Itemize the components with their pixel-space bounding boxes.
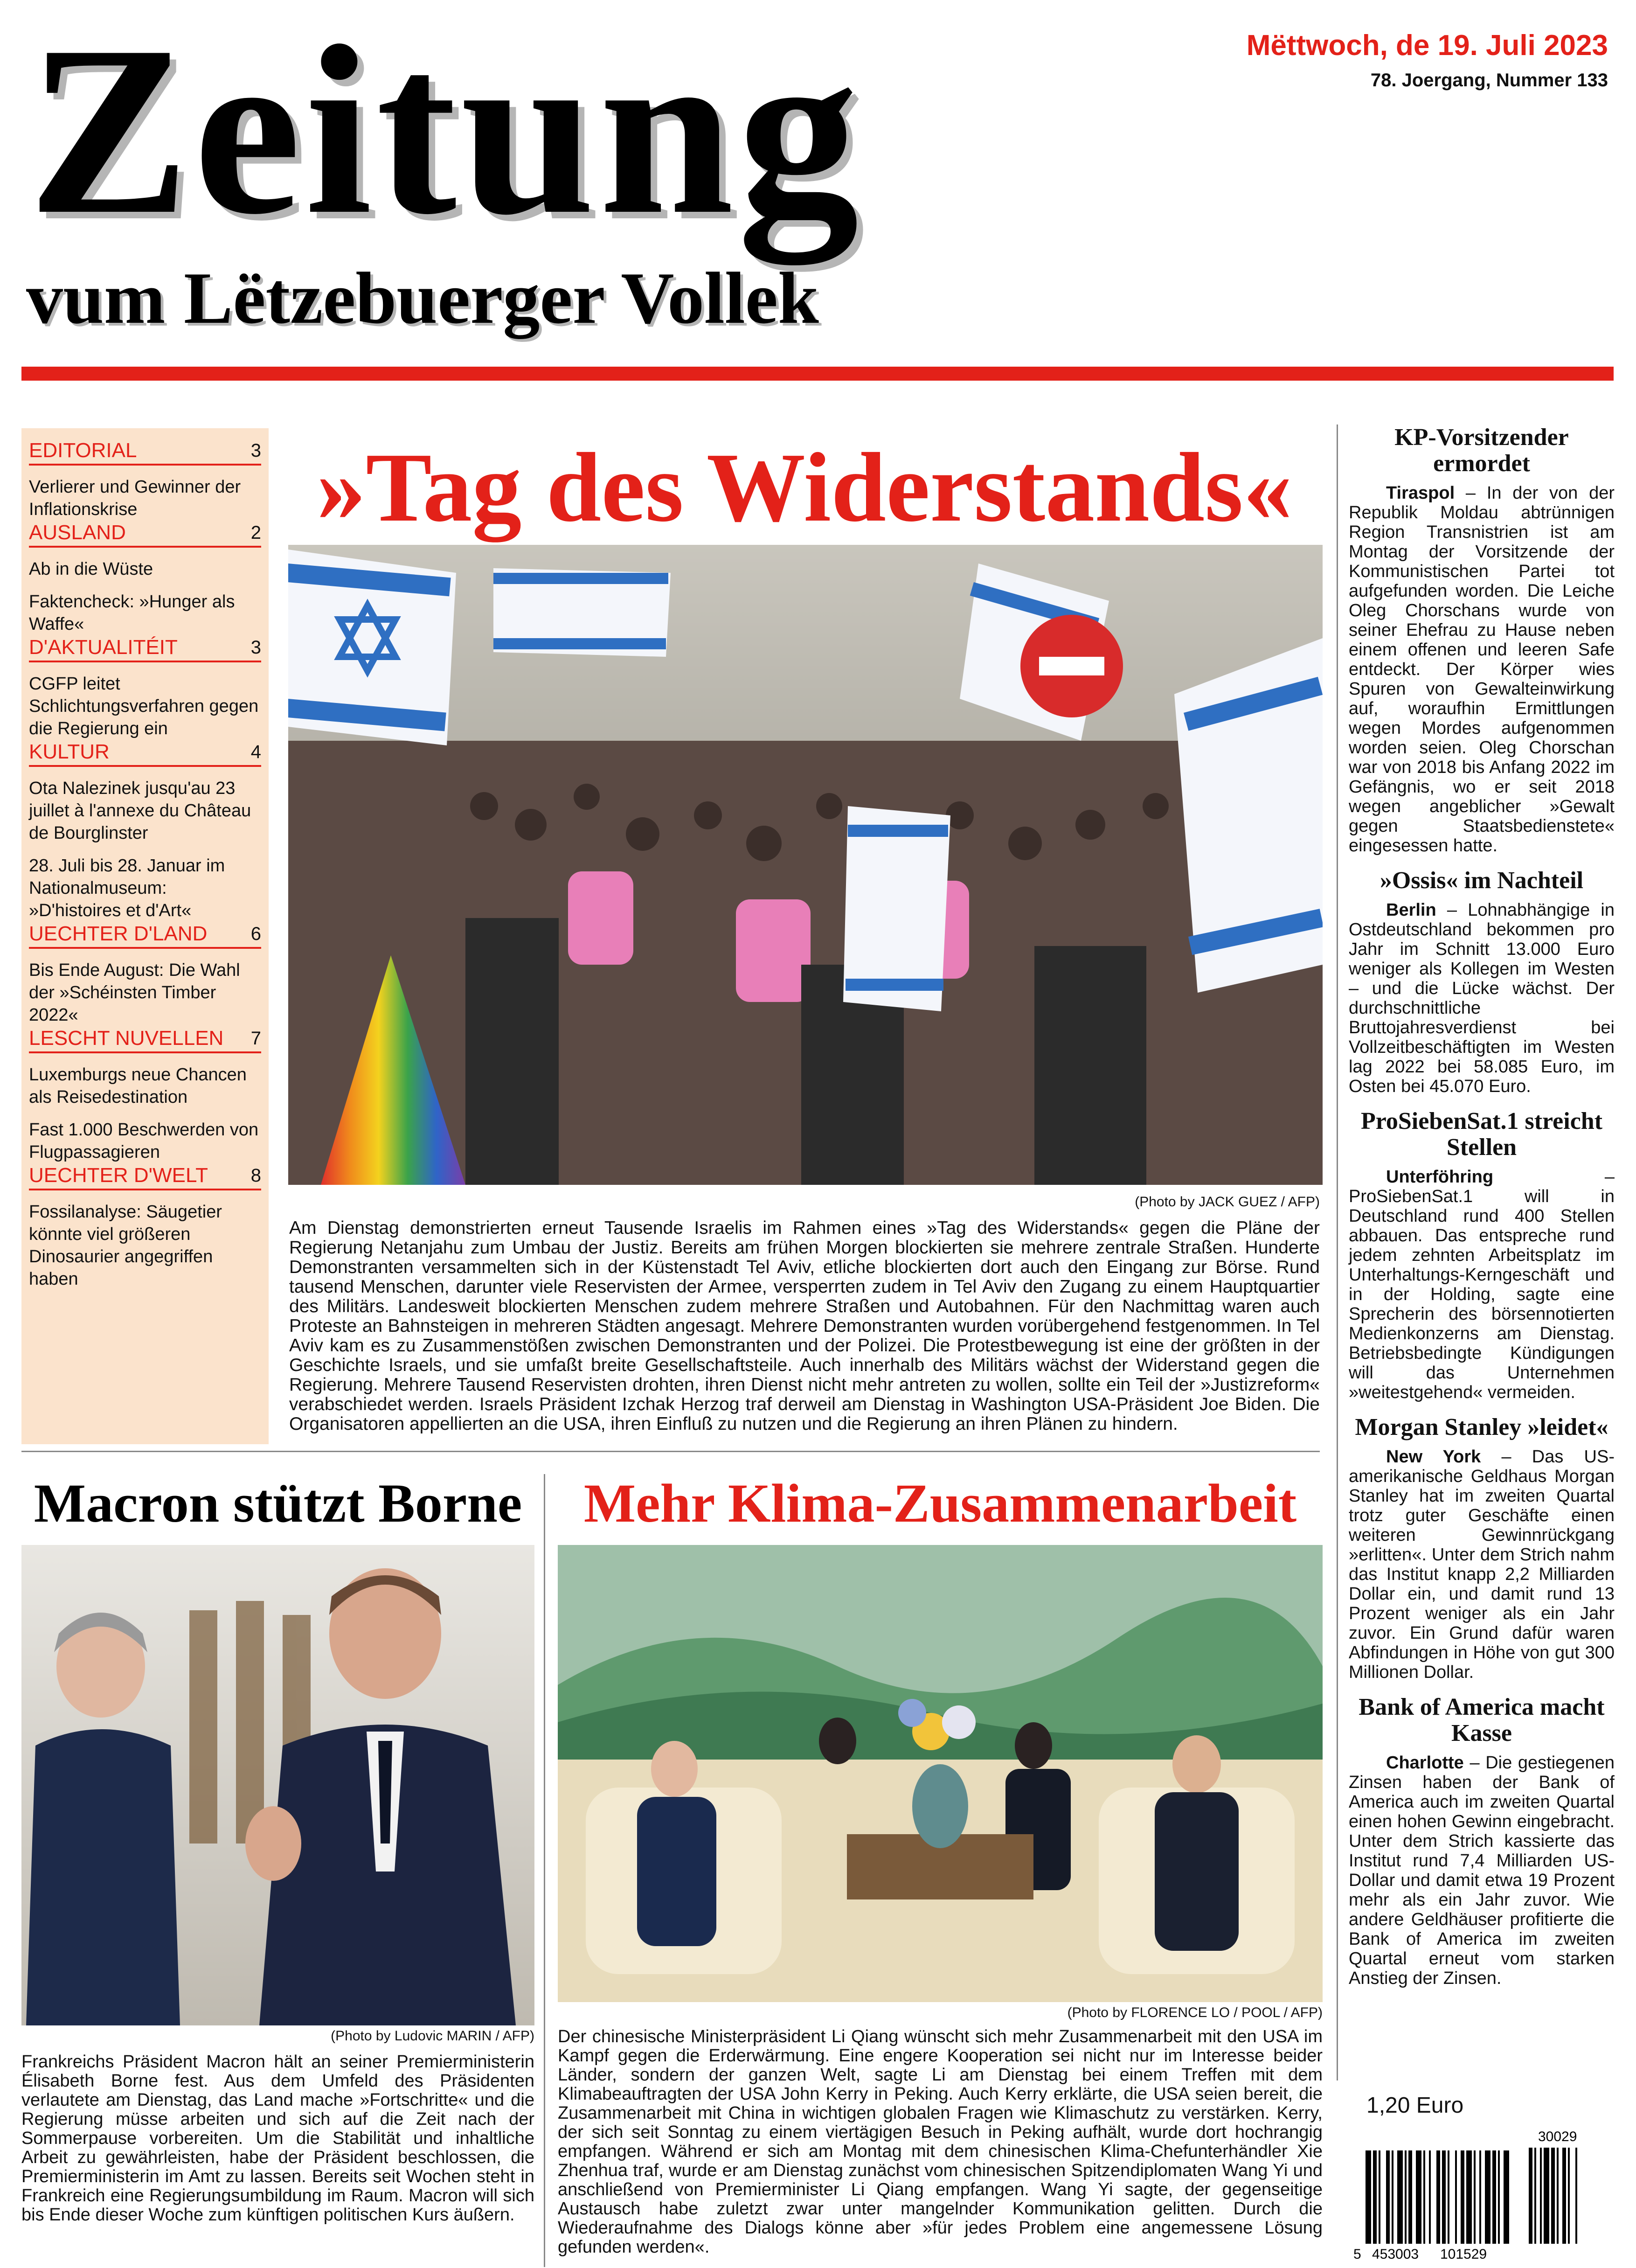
toc-section-page: 7 (250, 1028, 261, 1049)
barcode-bar (1397, 2150, 1403, 2244)
news-brief (1349, 1414, 1615, 1682)
toc-section (29, 1163, 261, 1290)
masthead-subtitle: vum Lëtzebuerger Vollek (26, 257, 819, 339)
toc-section-page: 2 (250, 522, 261, 543)
barcode-bar (1504, 2150, 1509, 2244)
klima-photo (558, 1545, 1323, 2002)
toc-section-title[interactable]: EDITORIAL (29, 439, 137, 462)
barcode-bar (1416, 2150, 1421, 2244)
toc-item[interactable]: Luxemburgs neue Chancen als Reisedestination (29, 1065, 247, 1107)
toc-item[interactable]: Bis Ende August: Die Wahl der »Schéinsten Timber 2022« (29, 960, 240, 1025)
barcode-bar (1568, 2148, 1570, 2244)
barcode-bar (1379, 2150, 1380, 2244)
toc-item[interactable]: CGFP leitet Schlichtungsverfahren gegen die Regierung ein (29, 674, 259, 738)
barcode-bar (1529, 2148, 1532, 2244)
toc-item[interactable]: Verlierer und Gewinner der Inflationskrise (29, 477, 241, 519)
news-brief (1349, 1694, 1615, 1988)
toc-section-page: 4 (250, 742, 261, 762)
barcode-lead-digit: 5 (1353, 2247, 1361, 2262)
column-divider (1337, 424, 1338, 2080)
section-divider (21, 1451, 1320, 1452)
brief-dateline: Charlotte (1386, 1753, 1464, 1773)
brief-text: – Lohnabhängige in Ostdeutschland bekommen pro Jahr im Schnitt 13.000 Euro weniger als Kollegen im Westen – und die Lücke wächst. Der durchschnittliche Bruttojahresverdienst bei Vollzeitbeschäftigten im Westen lag 2022 bei 58.085 Euro, im Osten bei 45.070 Euro. (1349, 900, 1615, 1096)
toc-section-title[interactable]: AUSLAND (29, 521, 126, 544)
toc-item[interactable]: Fast 1.000 Beschwerden von Flugpassagieren (29, 1120, 259, 1162)
toc-item[interactable]: 28. Juli bis 28. Januar im Nationalmuseum: »D'histoires et d'Art« (29, 856, 225, 920)
brief-title: ProSiebenSat.1 streicht Stellen (1360, 1108, 1603, 1161)
brief-dateline: Unterföhring (1386, 1167, 1494, 1187)
barcode (1352, 2127, 1594, 2262)
brief-dateline: Tiraspol (1386, 483, 1455, 503)
barcode-supplement: 30029 (1538, 2129, 1577, 2144)
toc-section (29, 635, 261, 740)
barcode-bar (1423, 2150, 1425, 2244)
toc-section-title[interactable]: KULTUR (29, 740, 110, 763)
table-of-contents (21, 428, 269, 1444)
brief-text: – In der von der Republik Moldau abtrünnigen Region Transnistrien ist am Montag der Vorsitzende der Kommunistischen Partei tot aufgefunden worden. Die Leiche Oleg Chorschans wurde von seiner Ehefrau zu Hause neben einem offenen und leeren Safe entdeckt. Der Körper wies Spuren von Gewalteinwirkung auf, woraufhin Ermittlungen wegen Mordes aufgenommen worden seien. Oleg Chorschan war von 2018 bis Anfang 2022 im Gefängnis, wo er seit 2018 wegen angeblicher »Gewalt gegen Staatsbedienstete« eingesessen hatte. (1349, 483, 1615, 856)
toc-item[interactable]: Fossilanalyse: Säugetier könnte viel größeren Dinosaurier angegriffen haben (29, 1202, 222, 1289)
klima-headline: Mehr Klima-Zusammenarbeit (583, 1473, 1297, 1534)
toc-section-title[interactable]: D'AKTUALITÉIT (29, 636, 178, 659)
barcode-bar (1575, 2148, 1577, 2244)
toc-item[interactable]: Faktencheck: »Hunger als Waffe« (29, 592, 235, 634)
price-label: 1,20 Euro (1366, 2093, 1464, 2118)
barcode-left-digits: 453003 (1372, 2247, 1419, 2262)
barcode-bar (1498, 2150, 1500, 2244)
issue-date: Mëttwoch, de 19. Juli 2023 (1246, 29, 1608, 62)
toc-section-title[interactable]: UECHTER D'WELT (29, 1164, 208, 1187)
toc-section (29, 521, 261, 635)
barcode-bar (1455, 2150, 1457, 2244)
brief-title: Bank of America macht Kasse (1359, 1694, 1605, 1746)
toc-section (29, 922, 261, 1026)
barcode-bar (1448, 2150, 1449, 2244)
brief-title: Morgan Stanley »leidet« (1355, 1414, 1608, 1440)
toc-section-page: 6 (250, 924, 261, 944)
toc-item[interactable]: Ab in die Wüste (29, 559, 153, 579)
toc-section (29, 438, 261, 521)
brief-dateline: New York (1386, 1447, 1481, 1467)
brief-text: – Die gestiegenen Zinsen haben der Bank of America auch im zweiten Quartal einen hohen Gewinn eingebracht. Unter dem Strich kassierte das Institut rund 7,4 Milliarden US-Dollar und damit etwa 19 Prozent mehr als ein Jahr zuvor. Wie andere Geldhäuser profitierte die Bank of America im zweiten Quartal erneut vom starken Anstieg der Zinsen. (1349, 1753, 1615, 1988)
news-briefs-column (1349, 424, 1615, 2000)
brief-text: – Das US-amerikanische Geldhaus Morgan Stanley hat im zweiten Quartal trotz guter Geschäfte einen weiteren Gewinnrückgang »erlitten«. Unter dem Strich nahm das Institut knapp 2,2 Milliarden Dollar ein, und damit rund 13 Prozent weniger als ein Jahr zuvor. Ein Grund dafür waren Abfindungen in Höhe von gut 300 Millionen Dollar. (1349, 1447, 1615, 1682)
brief-title: »Ossis« im Nachteil (1380, 867, 1584, 894)
barcode-bar (1485, 2150, 1490, 2244)
toc-section-title[interactable]: UECHTER D'LAND (29, 922, 208, 945)
main-article-body: Am Dienstag demonstrierten erneut Tausende Israelis im Rahmen eines »Tag des Widerstands« gegen die Pläne der Regierung Netanjahu zum Umbau der Justiz. Bereits am frühen Morgen blockierten sie mehrere zentrale Straßen. Hunderte Demonstranten versammelten sich in der Küstenstadt Tel Aviv, etliche blockierten dort auch den Eingang zur Börse. Rund tausend Menschen, darunter viele Reservisten der Armee, versperrten zudem in Tel Aviv den Zugang zu einem Hauptquartier des Militärs. Landesweit blockierten Menschen zudem mehrere Straßen und Autobahnen. Für den Nachmittag waren auch Proteste an Bahnsteigen in mehreren Städten angesagt. Mehrere Demonstranten wurden vorübergehend festgenommen. In Tel Aviv kam es zu Zusammenstößen zwischen Demonstranten und der Polizei. Die Protestbewegung ist eine der größten in der Geschichte Israels, und sie umfaßt breite Gesellschaftsteile. Auch innerhalb des Militärs wächst der Widerstand gegen die Regierung. Mehrere Tausend Reservisten drohten, ihren Dienst nicht mehr antreten zu wollen, sollte ein Teil der »Justizreform« verabschiedet werden. Israels Präsident Izchak Herzog traf derweil am Dienstag in Washington USA-Präsident Joe Biden. Die Organisatoren appellierten an die USA, ihren Einfluß zu nutzen und die Regierung an ihren Plänen zu hindern. (289, 1218, 1320, 1434)
toc-section (29, 1026, 261, 1163)
toc-section (29, 740, 261, 922)
column-divider (544, 1474, 545, 2267)
brief-dateline: Berlin (1386, 900, 1436, 920)
barcode-bar (1492, 2150, 1496, 2244)
main-headline: »Tag des Widerstands« (316, 432, 1293, 542)
macron-photo (21, 1545, 534, 2025)
masthead-title: Zeitung (28, 0, 863, 264)
barcode-bar (1392, 2150, 1393, 2244)
klima-article-body: Der chinesische Ministerpräsident Li Qiang wünscht sich mehr Zusammenarbeit mit den USA im Kampf gegen die Erderwärmung. Eine engere Kooperation sei nicht nur im Interesse beider Länder, sondern der ganzen Welt, sagte Li am Dienstag bei einem Treffen mit dem Klimabeauftragten der USA John Kerry in Peking. Auch Kerry erklärte, die USA seien bereit, die Zusammenarbeit mit China in wichtigen globalen Fragen wie Klimaschutz zu verstärken. Kerry, der sich seit Sonntag zu einem viertägigen Besuch in Peking aufhält, wurde dort hochrangig empfangen. Während er sich am Montag mit dem chinesischen Klima-Chefunterhändler Xie Zhenhua traf, wurde er am Dienstag zunächst vom chinesischen Spitzendiplomaten Wang Yi und anschließend von Premierminister Li Qiang empfangen. Wang Yi sagte, der gegenseitige Austausch habe zuletzt zwar unter mangelnder Kommunikation gelitten. Durch die Wiederaufnahme des Dialogs könne aber »für jedes Problem eine angemessene Lösung gefunden werden«. (558, 2027, 1323, 2257)
toc-section-page: 3 (250, 637, 261, 658)
macron-article-body: Frankreichs Präsident Macron hält an seiner Premierministerin Élisabeth Borne fest. Aus dem Umfeld des Präsidenten verlautete am Dienstag, das Land mache »Fortschritte« und die Regierung müsse arbeiten und sich auf die Zeit nach der Sommerpause vorbereiten. Um die Stabilität und inhaltliche Arbeit zu gewährleisten, habe der Präsident beschlossen, die Premierministerin im Amt zu lassen. Bereits seit Wochen steht in Frankreich eine Regierungsumbildung im Raum. Macron will sich bis Ende dieser Woche zum künftigen politischen Kurs äußern. (21, 2052, 534, 2225)
barcode-bar (1386, 2150, 1390, 2244)
protest-photo (288, 545, 1323, 1185)
barcode-bar (1373, 2150, 1377, 2244)
barcode-bar (1557, 2148, 1559, 2244)
news-brief (1349, 868, 1615, 1096)
barcode-bar (1479, 2150, 1481, 2244)
barcode-bar (1405, 2150, 1407, 2244)
masthead-rule (21, 367, 1614, 381)
barcode-bar (1540, 2148, 1542, 2244)
barcode-bar (1562, 2148, 1566, 2244)
issue-number: 78. Joergang, Nummer 133 (1370, 70, 1608, 90)
macron-headline: Macron stützt Borne (34, 1473, 522, 1534)
barcode-bar (1429, 2150, 1431, 2244)
barcode-right-digits: 101529 (1440, 2247, 1487, 2262)
barcode-bar (1366, 2150, 1371, 2244)
barcode-bar (1408, 2150, 1412, 2244)
macron-photo-credit: (Photo by Ludovic MARIN / AFP) (331, 2028, 534, 2044)
news-brief (1349, 1108, 1615, 1402)
barcode-bar (1466, 2150, 1472, 2244)
barcode-bar (1551, 2148, 1555, 2244)
brief-title: KP-Vorsitzender ermordet (1394, 424, 1569, 477)
barcode-bar (1461, 2150, 1464, 2244)
toc-section-page: 8 (250, 1165, 261, 1186)
brief-text: – ProSiebenSat.1 will in Deutschland rund 400 Stellen abbauen. Das entspreche rund jedem zehnten Arbeitsplatz im Unterhaltungs-Kerngeschäft und in der Holding, sagte eine Sprecherin des börsennotierten Medienkonzerns am Dienstag. Betriebsbedingte Kündigungen will das Unternehmen »weitestgehend« vermeiden. (1349, 1167, 1615, 1402)
barcode-bar (1442, 2150, 1446, 2244)
barcode-bar (1544, 2148, 1549, 2244)
klima-photo-credit: (Photo by FLORENCE LO / POOL / AFP) (1067, 2005, 1323, 2020)
barcode-bar (1436, 2150, 1440, 2244)
toc-section-title[interactable]: LESCHT NUVELLEN (29, 1027, 224, 1050)
toc-section-page: 3 (250, 440, 261, 461)
barcode-bar (1474, 2150, 1476, 2244)
barcode-bar (1534, 2148, 1536, 2244)
main-photo-credit: (Photo by JACK GUEZ / AFP) (1135, 1194, 1320, 1210)
news-brief (1349, 424, 1615, 856)
toc-item[interactable]: Ota Nalezinek jusqu'au 23 juillet à l'annexe du Château de Bourglinster (29, 779, 251, 843)
